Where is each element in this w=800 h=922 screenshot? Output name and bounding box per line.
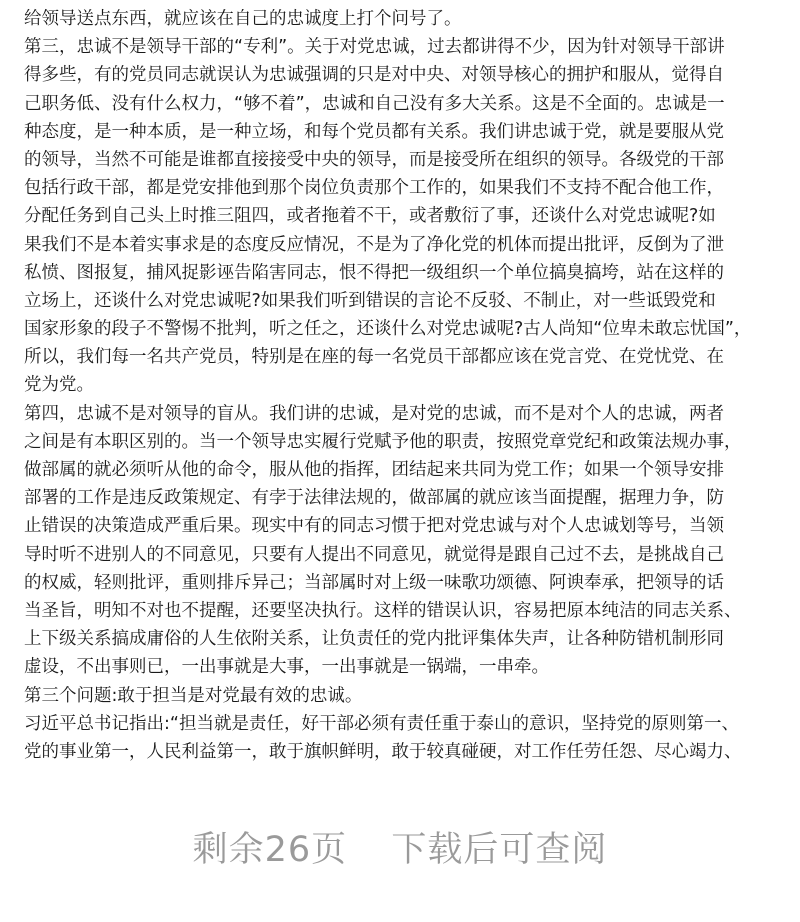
text-line: 私愤、图报复，捕风捉影诬告陷害同志，恨不得把一级组织一个单位搞臭搞垮，站在这样的 (24, 262, 724, 283)
text-line: 给领导送点东西，就应该在自己的忠诚度上打个问号了。 (24, 9, 462, 29)
text-line: 得多些，有的党员同志就误认为忠诚强调的只是对中央、对领导核心的拥护和服从，觉得自 (24, 65, 724, 86)
text-line: 党的事业第一，人民利益第一，敢于旗帜鲜明，敢于较真碰硬，对工作任劳任怨、尽心竭力、 (24, 741, 742, 762)
text-line: 果我们不是本着实事求是的态度反应情况，不是为了净化党的机体而提出批评，反倒为了泄 (24, 234, 724, 255)
text-line: 第三个问题:敢于担当是对党最有效的忠诚。 (24, 685, 363, 706)
text-line: 止错误的决策造成严重后果。现实中有的同志习惯于把对党忠诚与对个人忠诚划等号，当领 (24, 516, 724, 537)
text-line: 所以，我们每一名共产党员，特别是在座的每一名党员干部都应该在党言党、在党忧党、在 (24, 347, 724, 368)
text-line: 己职务低、没有什么权力，“够不着”，忠诚和自己没有多大关系。这是不全面的。忠诚是一 (24, 93, 725, 114)
text-line: 的权威，轻则批评，重则排斥异己；当部属时对上级一味歌功颂德、阿谀奉承，把领导的话 (24, 572, 724, 593)
text-line: 做部属的就必须听从他的命令，服从他的指挥，团结起来共同为党工作；如果一个领导安排 (24, 460, 724, 480)
document-body (24, 5, 784, 766)
text-line: 立场上，还谈什么对党忠诚呢?如果我们听到错误的言论不反驳、不制止，对一些诋毁党和 (24, 290, 716, 311)
text-line: 包括行政干部，都是党安排他到那个岗位负责那个工作的，如果我们不支持不配合他工作， (24, 178, 724, 199)
text-line: 国家形象的段子不警惕不批判，听之任之，还谈什么对党忠诚呢?古人尚知“位卑未敢忘忧国”， (24, 319, 752, 340)
text-line: 第四，忠诚不是对领导的盲从。我们讲的忠诚，是对党的忠诚，而不是对个人的忠诚，两者 (24, 403, 724, 424)
paragraph (24, 400, 784, 682)
text-line: 的领导，当然不可能是谁都直接接受中央的领导，而是接受所在组织的领导。各级党的干部 (24, 149, 724, 170)
paragraph (24, 33, 784, 399)
paragraph (24, 710, 784, 766)
text-line: 习近平总书记指出:“担当就是责任，好干部必须有责任重于泰山的意识，坚持党的原则第一、 (24, 713, 739, 734)
paragraph (24, 5, 784, 33)
text-line: 之间是有本职区别的。当一个领导忠实履行党赋予他的职责，按照党章党纪和政策法规办事， (24, 431, 742, 452)
paragraph (24, 682, 784, 710)
text-line: 分配任务到自己头上时推三阻四，或者拖着不干，或者敷衍了事，还谈什么对党忠诚呢?如 (24, 206, 716, 227)
text-line: 导时听不进别人的不同意见，只要有人提出不同意见，就觉得是跟自己过不去，是挑战自己 (24, 544, 724, 565)
text-line: 第三，忠诚不是领导干部的“专利”。关于对党忠诚，过去都讲得不少，因为针对领导干部讲 (24, 37, 725, 58)
download-hint-text[interactable]: 下载后可查阅 (391, 830, 608, 870)
text-line: 虚设，不出事则已，一出事就是大事，一出事就是一锅端，一串牵。 (24, 657, 549, 678)
text-line: 上下级关系搞成庸俗的人生依附关系，让负责任的党内批评集体失声，让各种防错机制形同 (24, 629, 724, 650)
remaining-pages-text: 剩余26页 (192, 830, 348, 870)
text-line: 部署的工作是违反政策规定、有孛于法律法规的，做部属的就应该当面提醒，据理力争，防 (24, 488, 724, 509)
text-line: 党为党。 (24, 375, 94, 396)
text-line: 种态度，是一种本质，是一种立场，和每个党员都有关系。我们讲忠诚于党，就是要服从党 (24, 121, 724, 142)
text-line: 当圣旨，明知不对也不提醒，还要坚决执行。这样的错误认识，容易把原本纯洁的同志关系、 (24, 600, 742, 621)
paywall-footer[interactable] (0, 822, 800, 872)
